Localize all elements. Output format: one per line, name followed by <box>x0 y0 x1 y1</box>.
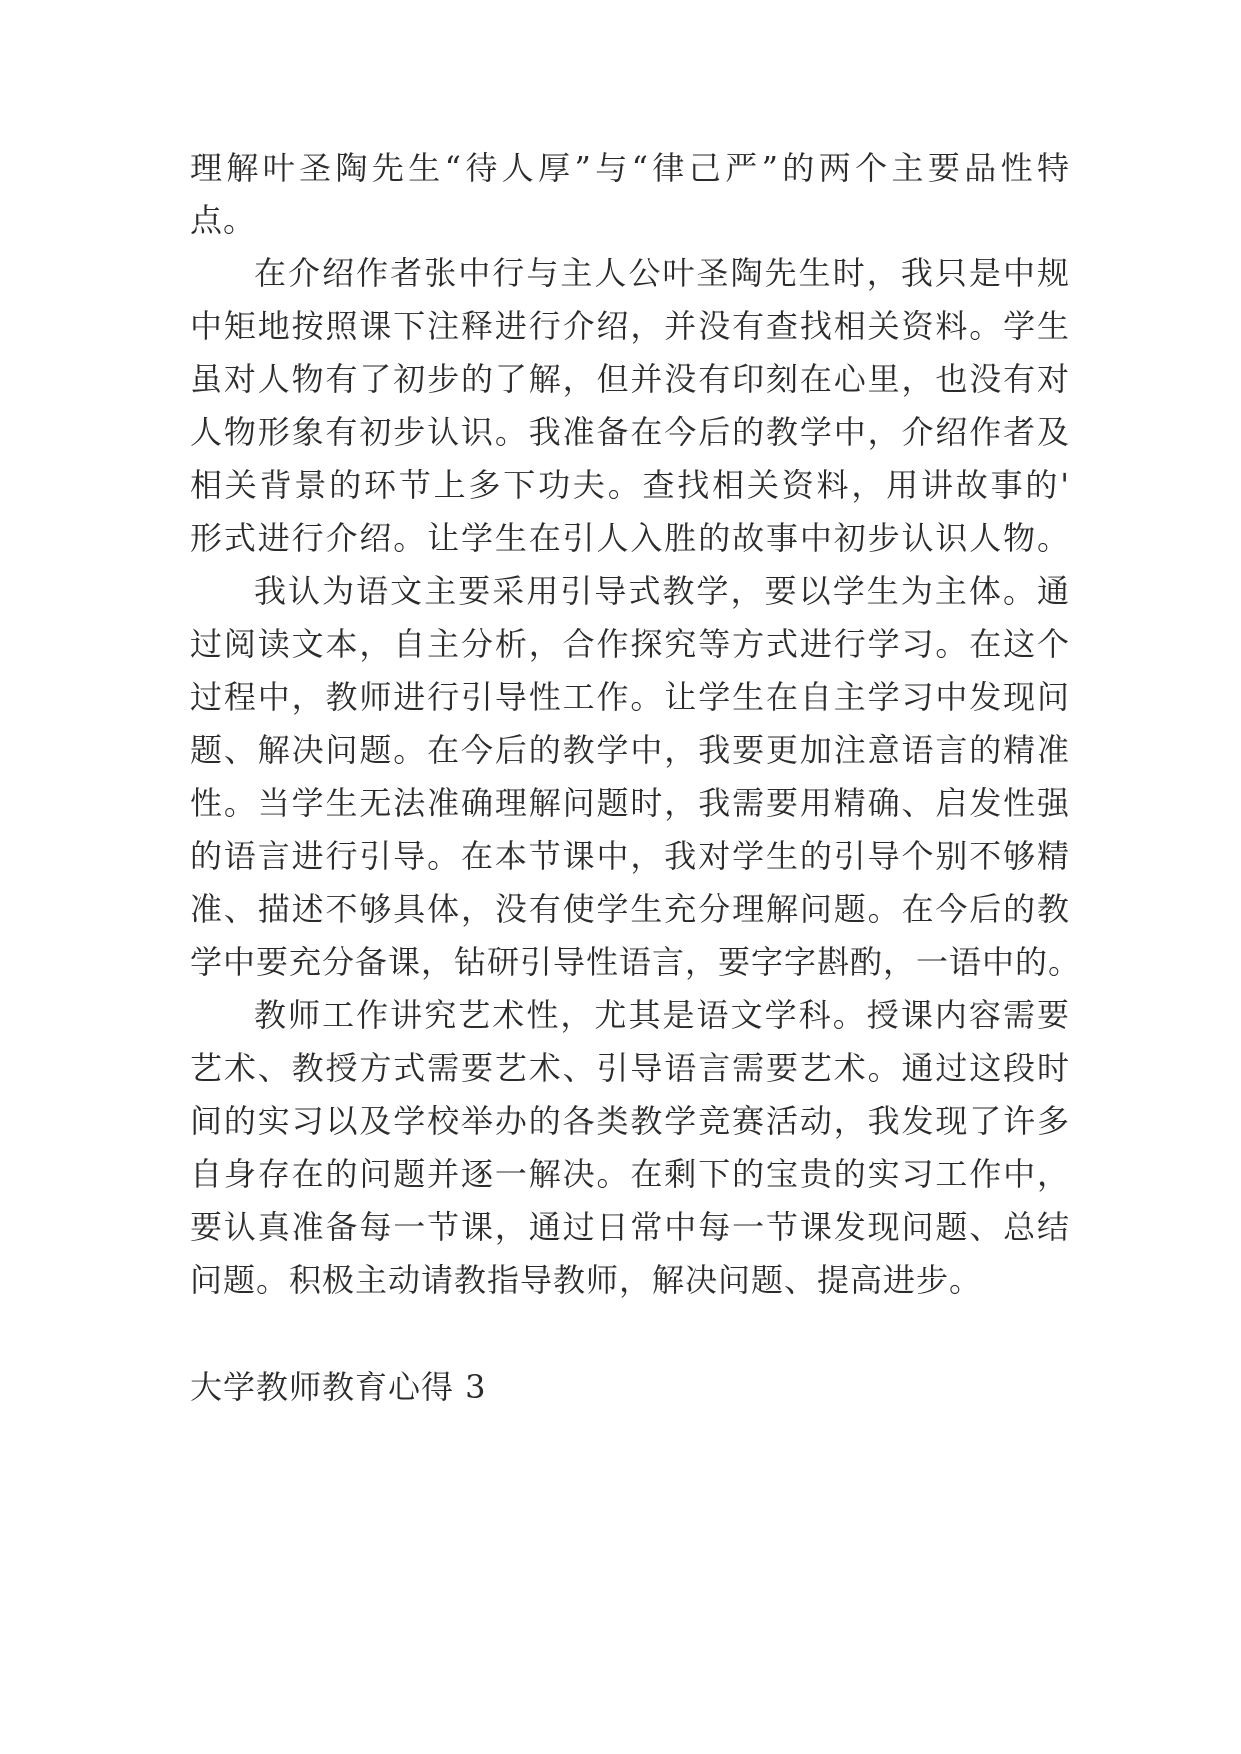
paragraph-line: 准、描述不够具体，没有使学生充分理解问题。在今后的教 <box>190 890 1070 928</box>
paragraph-line: 学中要充分备课，钻研引导性语言，要字字斟酌，一语中的。 <box>190 943 1082 981</box>
paragraph-line: 间的实习以及学校举办的各类教学竞赛活动，我发现了许多 <box>190 1102 1070 1140</box>
paragraph-line: 过程中，教师进行引导性工作。让学生在自主学习中发现问 <box>190 678 1070 716</box>
paragraph-line: 中矩地按照课下注释进行介绍，并没有查找相关资料。学生 <box>190 307 1070 345</box>
paragraph-line: 形式进行介绍。让学生在引人入胜的故事中初步认识人物。 <box>190 519 1070 557</box>
paragraph-line: 我认为语文主要采用引导式教学，要以学生为主体。通 <box>254 572 1070 610</box>
paragraph-line: 虽对人物有了初步的了解，但并没有印刻在心里，也没有对 <box>190 360 1070 398</box>
paragraph-line: 教师工作讲究艺术性，尤其是语文学科。授课内容需要 <box>254 996 1070 1034</box>
paragraph-line: 相关背景的环节上多下功夫。查找相关资料，用讲故事的' <box>190 466 1070 504</box>
paragraph-line: 问题。积极主动请教指导教师，解决问题、提高进步。 <box>190 1261 983 1299</box>
paragraph-line: 点。 <box>190 201 257 239</box>
paragraph-line: 题、解决问题。在今后的教学中，我要更加注意语言的精准 <box>190 731 1070 769</box>
paragraph-line: 性。当学生无法准确理解问题时，我需要用精确、启发性强 <box>190 784 1070 822</box>
section-heading: 大学教师教育心得 3 <box>190 1368 487 1406</box>
paragraph-line: 自身存在的问题并逐一解决。在剩下的宝贵的实习工作中， <box>190 1155 1070 1193</box>
paragraph-line: 理解叶圣陶先生“待人厚”与“律己严”的两个主要品性特 <box>190 149 1070 187</box>
paragraph-line: 的语言进行引导。在本节课中，我对学生的引导个别不够精 <box>190 837 1070 875</box>
paragraph-line: 要认真准备每一节课，通过日常中每一节课发现问题、总结 <box>190 1208 1070 1246</box>
paragraph-line: 人物形象有初步认识。我准备在今后的教学中，介绍作者及 <box>190 413 1070 451</box>
paragraph-line: 过阅读文本，自主分析，合作探究等方式进行学习。在这个 <box>190 625 1070 663</box>
paragraph-line: 在介绍作者张中行与主人公叶圣陶先生时，我只是中规 <box>254 254 1070 292</box>
paragraph-line: 艺术、教授方式需要艺术、引导语言需要艺术。通过这段时 <box>190 1049 1070 1087</box>
